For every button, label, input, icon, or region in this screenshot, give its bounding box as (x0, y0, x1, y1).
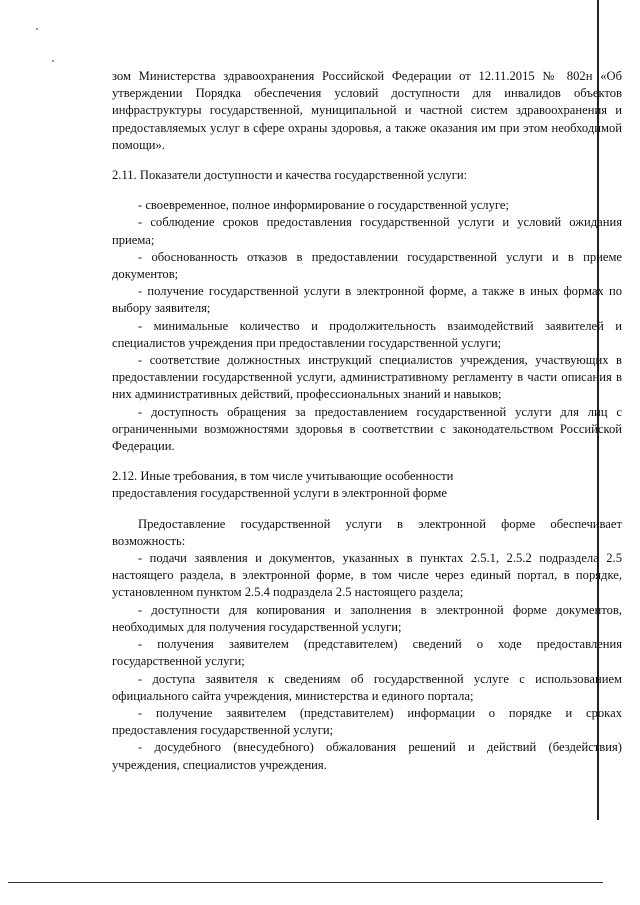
section-2-12-heading-line2: предоставления государственной услуги в электронной форме (112, 486, 447, 501)
list-item: - подачи заявления и документов, указанных в пунктах 2.5.1, 2.5.2 подраздела 2.5 настоящего раздела, в электронной форме, в том числе через единый портал, в порядке, установленном пунктом 2.5.4 подраздела 2.5 настоящего раздела; (112, 551, 622, 600)
scan-speck (36, 28, 38, 30)
section-2-12-heading-line1: 2.12. Иные требования, в том числе учитывающие особенности (112, 469, 454, 484)
list-item: - получения заявителем (представителем) сведений о ходе предоставления государственной услуги; (112, 637, 622, 669)
list-item: - доступа заявителя к сведениям об государственной услуге с использованием официального сайта учреждения, министерства и единого портала; (112, 671, 622, 703)
scan-speck (52, 60, 54, 62)
section-2-11-heading: 2.11. Показатели доступности и качества государственной услуги: (112, 168, 468, 183)
section-2-12-lead: Предоставление государственной услуги в электронной форме обеспечивает возможность: (112, 516, 622, 548)
list-item: - получение государственной услуги в электронной форме, а также в иных формах по выбору заявителя; (112, 284, 622, 316)
list-item: - минимальные количество и продолжительность взаимодействий заявителей и специалистов учреждения при предоставлении государственной услуги; (112, 318, 622, 350)
list-item: - своевременное, полное информирование о государственной услуге; (138, 198, 509, 213)
scan-bottom-line (8, 882, 603, 883)
list-item: - досудебного (внесудебного) обжалования решений и действий (бездействия) учреждения, специалистов учреждения. (112, 740, 622, 772)
list-item: - получение заявителем (представителем) информации о порядке и сроках предоставления государственной услуги; (112, 705, 622, 738)
list-item: - обоснованность отказов в предоставлении государственной услуги и в приеме документов; (112, 249, 622, 282)
intro-paragraph: зом Министерства здравоохранения Российской Федерации от 12.11.2015 № 802н «Об утверждении Порядка обеспечения условий доступности для инвалидов объектов инфраструктуры государственной, муниципальной и частной систем здравоохранения и предоставляемых услуг в сфере охраны здоровья, а также оказания им при этом необходимой помощи». (112, 69, 622, 152)
list-item: - доступности для копирования и заполнения в электронной форме документов, необходимых для получения государственной услуги; (112, 602, 622, 634)
document-body (112, 68, 622, 774)
list-item: - доступность обращения за предоставлением государственной услуги для лиц с ограниченными возможностями здоровья в соответствии с законодательством Российской Федерации. (112, 404, 622, 454)
list-item: - соблюдение сроков предоставления государственной услуги и условий ожидания приема; (112, 215, 622, 247)
list-item: - соответствие должностных инструкций специалистов учреждения, участвующих в предоставлении государственной услуги, административному регламенту в части описания в них административных действий, профессиональных знаний и навыков; (112, 353, 622, 402)
